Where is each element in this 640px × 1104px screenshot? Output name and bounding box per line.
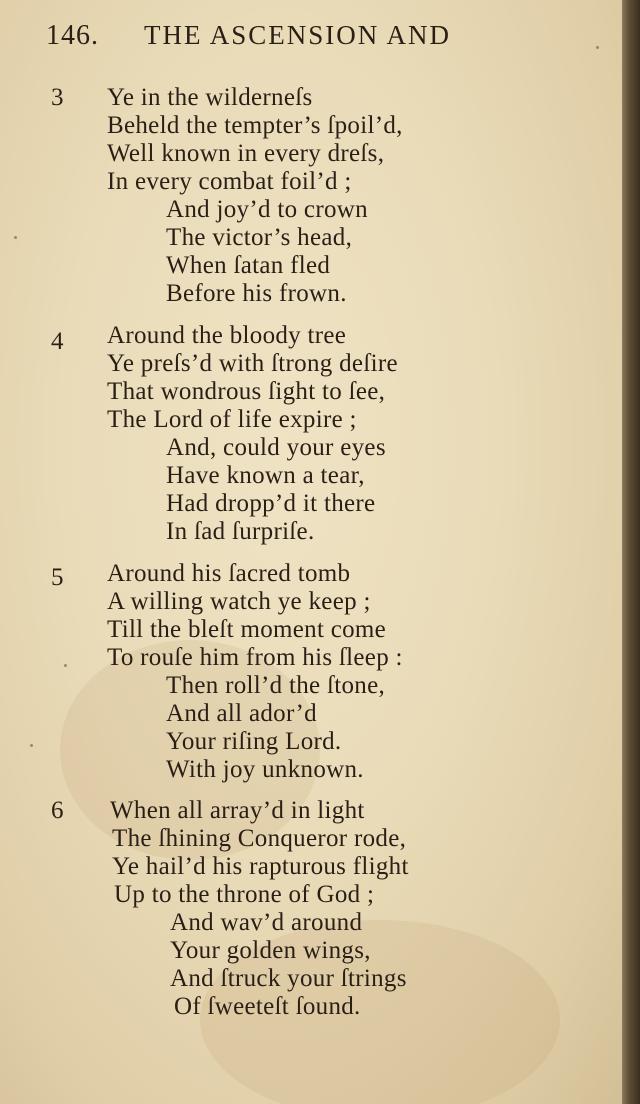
verse-line: Of ſweeteſt ſound. — [174, 993, 361, 1020]
page-edge-shadow — [622, 0, 640, 1104]
verse-line: Have known a tear, — [166, 462, 365, 489]
paper-speck — [14, 236, 17, 239]
verse-line: To rouſe him from his ſleep : — [107, 644, 403, 671]
paper-speck — [64, 664, 67, 667]
verse-line: And ſtruck your ſtrings — [170, 965, 407, 992]
verse-line: The victor’s head, — [166, 224, 353, 251]
stanza-number: 6 — [51, 797, 64, 824]
verse-line: In ſad ſurpriſe. — [166, 518, 315, 545]
verse-line: And joy’d to crown — [166, 196, 368, 223]
paper-speck — [30, 744, 33, 747]
verse-line: Had dropp’d it there — [166, 490, 376, 517]
stanza-number: 3 — [51, 84, 64, 111]
verse-line: The ſhining Conqueror rode, — [112, 825, 407, 852]
verse-line: And wav’d around — [170, 909, 363, 936]
verse-line: Well known in every dreſs, — [107, 140, 385, 167]
verse-line: Up to the throne of God ; — [114, 881, 375, 908]
verse-line: And all ador’d — [166, 700, 317, 727]
verse-line: Ye in the wilderneſs — [107, 84, 313, 111]
page-header — [46, 20, 606, 56]
verse-line: With joy unknown. — [166, 756, 364, 783]
stanza-number: 4 — [51, 328, 64, 355]
verse-line: Till the bleſt moment come — [107, 616, 387, 643]
verse-line: The Lord of life expire ; — [107, 406, 357, 433]
verse-line: Around the bloody tree — [107, 322, 347, 349]
verse-line: Your golden wings, — [170, 937, 371, 964]
verse-line: Ye hail’d his rapturous flight — [112, 853, 409, 880]
running-head: THE ASCENSION AND — [144, 20, 452, 50]
verse-line: Around his ſacred tomb — [107, 560, 351, 587]
page-number: 146. — [46, 20, 99, 51]
verse-line: And, could your eyes — [166, 434, 386, 461]
verse-line: Then roll’d the ſtone, — [166, 672, 386, 699]
verse-line: That wondrous ſight to ſee, — [107, 378, 386, 405]
verse-line: Your riſing Lord. — [166, 728, 342, 755]
verse-line: Ye preſs’d with ſtrong deſire — [107, 350, 398, 377]
stanza-number: 5 — [51, 564, 64, 591]
verse-line: A willing watch ye keep ; — [107, 588, 371, 615]
verse-line: Before his frown. — [166, 280, 347, 307]
verse-line: When all array’d in light — [110, 797, 365, 824]
verse-line: In every combat foil’d ; — [107, 168, 352, 195]
verse-line: When ſatan fled — [166, 252, 331, 279]
verse-line: Beheld the tempter’s ſpoil’d, — [107, 112, 403, 139]
